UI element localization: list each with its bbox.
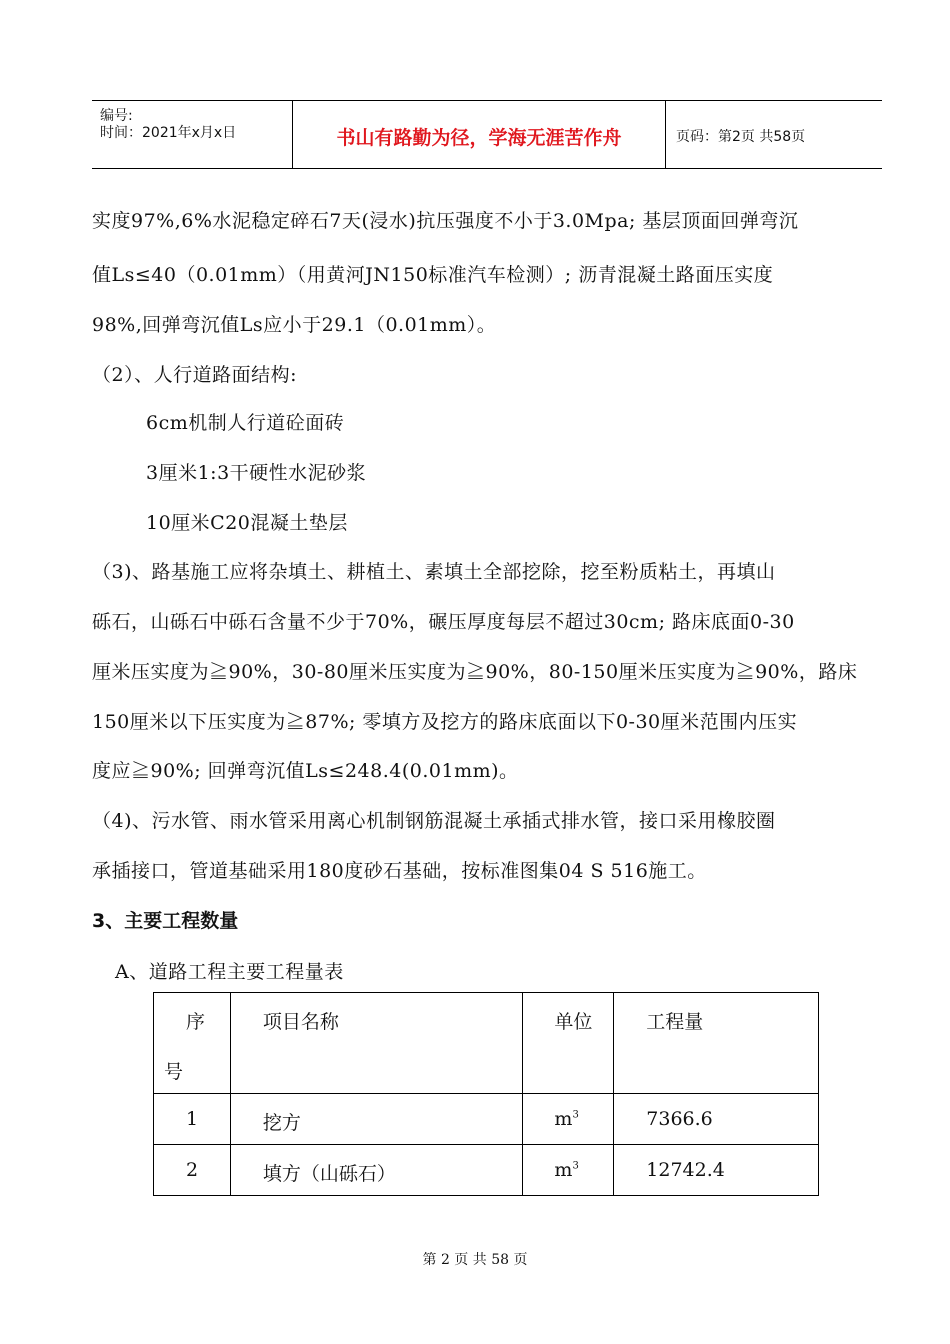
body-line: （4)、污水管、雨水管采用离心机制钢筋混凝土承插式排水管，接口采用橡胶圈 — [92, 810, 776, 832]
cell-unit — [523, 1094, 614, 1145]
cell-name — [230, 1094, 523, 1145]
header-motto-cell — [293, 101, 666, 168]
page-footer: 第 2 页 共 58 页 — [422, 1252, 528, 1268]
header-motto: 书山有路勤为径，学海无涯苦作舟 — [336, 127, 622, 149]
number-label: 编号: — [100, 108, 133, 124]
qty-header: 工程量 — [646, 1011, 704, 1033]
unit-exponent: 3 — [572, 1109, 579, 1121]
qty-value: 12742.4 — [646, 1159, 725, 1181]
seq-value: 2 — [186, 1159, 199, 1181]
cell-seq — [154, 1145, 231, 1196]
table-row — [154, 1094, 819, 1145]
unit-base: m — [554, 1108, 573, 1130]
structure-layer: 3厘米1:3干硬性水泥砂浆 — [146, 462, 367, 484]
body-line: （3)、路基施工应将杂填土、耕植土、素填土全部挖除，挖至粉质粘土，再填山 — [92, 561, 776, 583]
header-cell-qty — [614, 993, 819, 1094]
header-cell-name — [230, 993, 523, 1094]
header-page-label: 页码：第2页 共58页 — [676, 129, 806, 145]
name-header: 项目名称 — [262, 1011, 339, 1033]
body-line: 度应≧90%; 回弹弯沉值Ls≤248.4(0.01mm)。 — [92, 760, 519, 782]
body-line: 承插接口，管道基础采用180度砂石基础，按标准图集04 S 516施工。 — [92, 860, 707, 882]
unit-value — [554, 1159, 578, 1181]
header-page-cell — [666, 101, 882, 168]
seq-value: 1 — [186, 1108, 199, 1130]
item-name: 填方（山砾石） — [262, 1163, 396, 1185]
body-line: 150厘米以下压实度为≧87%; 零填方及挖方的路床底面以下0-30厘米范围内压实 — [92, 711, 798, 733]
header-meta — [92, 101, 293, 168]
cell-qty — [614, 1094, 819, 1145]
header-cell-unit — [523, 993, 614, 1094]
header-cell-seq — [154, 993, 231, 1094]
page-header — [92, 100, 882, 169]
body-line: 98%,回弹弯沉值Ls应小于29.1（0.01mm）。 — [92, 314, 497, 336]
quantity-table — [153, 992, 819, 1196]
time-label: 时间：2021年x月x日 — [100, 125, 237, 141]
table-caption: A、道路工程主要工程量表 — [115, 961, 344, 983]
unit-base: m — [554, 1159, 573, 1181]
cell-unit — [523, 1145, 614, 1196]
structure-layer: 10厘米C20混凝土垫层 — [146, 512, 348, 534]
item-name: 挖方 — [262, 1112, 301, 1134]
cell-qty — [614, 1145, 819, 1196]
body-line: 实度97%,6%水泥稳定碎石7天(浸水)抗压强度不小于3.0Mpa; 基层顶面回弹弯沉 — [92, 210, 799, 232]
seq-header-bottom: 号 — [164, 1061, 184, 1083]
table-row — [154, 1145, 819, 1196]
structure-layer: 6cm机制人行道砼面砖 — [146, 412, 345, 434]
body-line: 砾石，山砾石中砾石含量不少于70%，碾压厚度每层不超过30cm; 路床底面0-30 — [92, 611, 795, 633]
cell-name — [230, 1145, 523, 1196]
seq-header-top: 序 — [186, 1011, 206, 1033]
subsection-title: （2）、人行道路面结构: — [92, 364, 297, 386]
unit-exponent: 3 — [572, 1160, 579, 1172]
qty-value: 7366.6 — [646, 1108, 713, 1130]
section-heading: 3、主要工程数量 — [92, 910, 239, 932]
body-line: 值Ls≤40（0.01mm）（用黄河JN150标准汽车检测）; 沥青混凝土路面压实度 — [92, 264, 774, 286]
table-header-row — [154, 993, 819, 1094]
body-line: 厘米压实度为≧90%，30-80厘米压实度为≧90%，80-150厘米压实度为≧90%，路床 — [92, 661, 858, 683]
unit-header: 单位 — [554, 1011, 593, 1033]
unit-value — [554, 1108, 578, 1130]
cell-seq — [154, 1094, 231, 1145]
